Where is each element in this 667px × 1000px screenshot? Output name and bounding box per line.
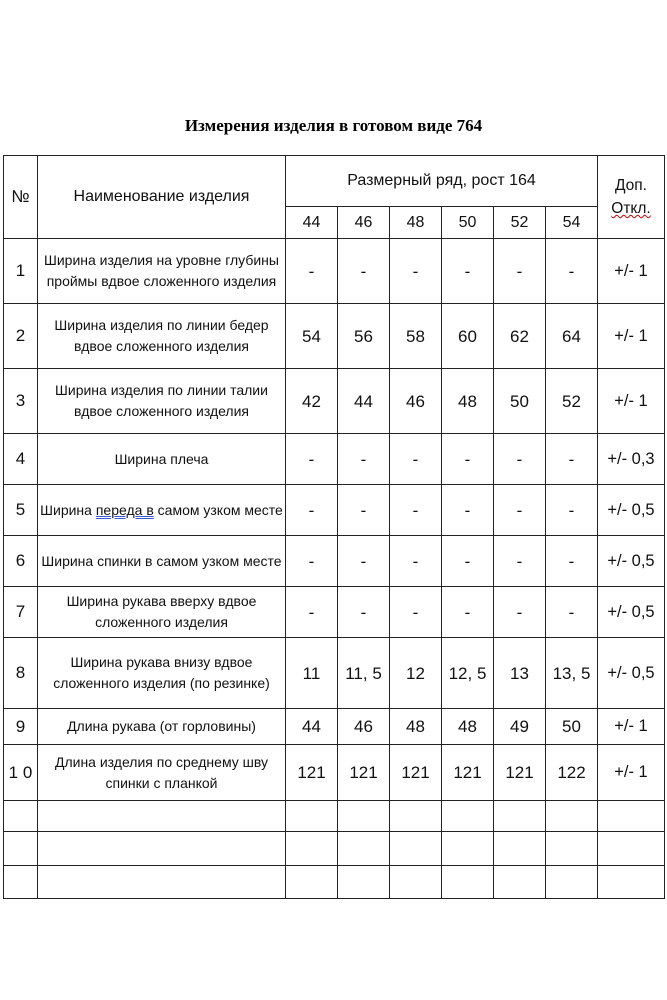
empty-cell — [442, 866, 494, 899]
row-number: 5 — [4, 485, 38, 536]
size-value: - — [546, 434, 598, 485]
size-value: 121 — [494, 745, 546, 801]
tolerance-value: +/- 0,5 — [598, 638, 665, 709]
size-value: 56 — [338, 304, 390, 369]
empty-cell — [390, 866, 442, 899]
item-name: Ширина изделия на уровне глубины проймы вдвое сложенного изделия — [38, 239, 286, 304]
tolerance-value: +/- 1 — [598, 745, 665, 801]
size-value: 121 — [442, 745, 494, 801]
size-value: - — [390, 239, 442, 304]
empty-cell — [546, 866, 598, 899]
item-name: Ширина спинки в самом узком месте — [38, 536, 286, 587]
size-value: - — [494, 239, 546, 304]
size-value: - — [546, 239, 598, 304]
tolerance-value: +/- 0,3 — [598, 434, 665, 485]
item-name: Ширина изделия по линии бедер вдвое сложенного изделия — [38, 304, 286, 369]
empty-cell — [494, 801, 546, 832]
size-value: - — [442, 434, 494, 485]
size-value: 48 — [442, 369, 494, 434]
item-name-part: самом узком месте — [153, 501, 283, 518]
size-value: 49 — [494, 709, 546, 745]
item-name-part: переда в — [95, 501, 154, 518]
size-value: 54 — [286, 304, 338, 369]
size-value: - — [338, 485, 390, 536]
size-value: - — [338, 536, 390, 587]
size-value: 121 — [338, 745, 390, 801]
size-header: 44 — [286, 207, 338, 239]
row-number: 2 — [4, 304, 38, 369]
empty-cell — [546, 801, 598, 832]
size-value: 121 — [390, 745, 442, 801]
size-value: - — [338, 434, 390, 485]
size-value: - — [390, 587, 442, 638]
empty-cell — [598, 801, 665, 832]
size-value: 13 — [494, 638, 546, 709]
header-item-name: Наименование изделия — [38, 156, 286, 239]
size-value: 11 — [286, 638, 338, 709]
document-title: Измерения изделия в готовом виде 764 — [184, 116, 483, 135]
size-value: 48 — [390, 709, 442, 745]
size-value: 50 — [494, 369, 546, 434]
row-number: 3 — [4, 369, 38, 434]
row-number: 1 0 — [4, 745, 38, 801]
header-size-range: Размерный ряд, рост 164 — [286, 156, 598, 207]
header-tolerance-line2: Откл. — [611, 200, 651, 217]
size-value: - — [286, 536, 338, 587]
tolerance-value: +/- 0,5 — [598, 485, 665, 536]
size-value: 48 — [442, 709, 494, 745]
size-value: 12, 5 — [442, 638, 494, 709]
size-value: - — [442, 239, 494, 304]
empty-cell — [494, 832, 546, 866]
header-row — [4, 156, 665, 207]
table-row — [4, 709, 665, 745]
empty-cell — [286, 801, 338, 832]
size-value: 46 — [390, 369, 442, 434]
size-value: - — [494, 485, 546, 536]
empty-cell — [38, 866, 286, 899]
size-value: 62 — [494, 304, 546, 369]
tolerance-value: +/- 1 — [598, 709, 665, 745]
empty-cell — [546, 832, 598, 866]
row-number: 9 — [4, 709, 38, 745]
row-number: 4 — [4, 434, 38, 485]
size-value: - — [442, 485, 494, 536]
size-value: - — [390, 536, 442, 587]
size-header: 48 — [390, 207, 442, 239]
item-name: Ширина рукава внизу вдвое сложенного изделия (по резинке) — [38, 638, 286, 709]
header-number: № — [4, 156, 38, 239]
table-row — [4, 745, 665, 801]
empty-cell — [38, 801, 286, 832]
size-value: 12 — [390, 638, 442, 709]
header-tolerance-line1: Доп. — [615, 177, 647, 194]
size-value: - — [338, 239, 390, 304]
item-name-part: Ширина — [40, 501, 96, 518]
table-row — [4, 485, 665, 536]
empty-cell — [390, 801, 442, 832]
size-value: - — [338, 587, 390, 638]
table-row — [4, 638, 665, 709]
size-value: - — [494, 587, 546, 638]
table-row — [4, 369, 665, 434]
size-value: 52 — [546, 369, 598, 434]
size-value: 60 — [442, 304, 494, 369]
table-row — [4, 239, 665, 304]
row-number: 1 — [4, 239, 38, 304]
item-name: Ширина рукава вверху вдвое сложенного изделия — [38, 587, 286, 638]
item-name: Ширина плеча — [38, 434, 286, 485]
empty-row — [4, 866, 665, 899]
empty-cell — [338, 801, 390, 832]
size-value: 121 — [286, 745, 338, 801]
measurements-table — [3, 155, 665, 899]
empty-row — [4, 801, 665, 832]
tolerance-value: +/- 1 — [598, 369, 665, 434]
item-name: Ширина изделия по линии талии вдвое сложенного изделия — [38, 369, 286, 434]
empty-cell — [4, 866, 38, 899]
tolerance-value: +/- 1 — [598, 304, 665, 369]
item-name — [38, 485, 286, 536]
empty-row — [4, 832, 665, 866]
size-header: 52 — [494, 207, 546, 239]
size-value: 13, 5 — [546, 638, 598, 709]
empty-cell — [390, 832, 442, 866]
size-value: 44 — [286, 709, 338, 745]
size-header: 46 — [338, 207, 390, 239]
row-number: 6 — [4, 536, 38, 587]
tolerance-value: +/- 1 — [598, 239, 665, 304]
size-value: - — [494, 536, 546, 587]
header-tolerance — [598, 156, 665, 239]
size-value: - — [546, 587, 598, 638]
item-name: Длина рукава (от горловины) — [38, 709, 286, 745]
size-value: - — [442, 587, 494, 638]
size-value: 50 — [546, 709, 598, 745]
size-value: 58 — [390, 304, 442, 369]
size-value: - — [390, 485, 442, 536]
tolerance-value: +/- 0,5 — [598, 536, 665, 587]
size-value: 46 — [338, 709, 390, 745]
size-value: - — [286, 434, 338, 485]
empty-cell — [494, 866, 546, 899]
row-number: 8 — [4, 638, 38, 709]
empty-cell — [338, 832, 390, 866]
table-row — [4, 536, 665, 587]
size-value: - — [286, 587, 338, 638]
table-row — [4, 434, 665, 485]
size-value: 11, 5 — [338, 638, 390, 709]
size-value: - — [286, 239, 338, 304]
size-value: - — [494, 434, 546, 485]
size-value: - — [546, 536, 598, 587]
table-row — [4, 587, 665, 638]
empty-cell — [286, 832, 338, 866]
size-value: - — [546, 485, 598, 536]
tolerance-value: +/- 0,5 — [598, 587, 665, 638]
size-header: 54 — [546, 207, 598, 239]
size-value: - — [442, 536, 494, 587]
empty-cell — [598, 832, 665, 866]
empty-cell — [442, 801, 494, 832]
empty-cell — [338, 866, 390, 899]
table-row — [4, 304, 665, 369]
size-header: 50 — [442, 207, 494, 239]
size-value: 42 — [286, 369, 338, 434]
size-value: 44 — [338, 369, 390, 434]
row-number: 7 — [4, 587, 38, 638]
empty-cell — [598, 866, 665, 899]
empty-cell — [38, 832, 286, 866]
empty-cell — [442, 832, 494, 866]
size-value: - — [286, 485, 338, 536]
size-value: 64 — [546, 304, 598, 369]
size-value: - — [390, 434, 442, 485]
empty-cell — [4, 801, 38, 832]
item-name: Длина изделия по среднему шву спинки с планкой — [38, 745, 286, 801]
empty-cell — [286, 866, 338, 899]
size-value: 122 — [546, 745, 598, 801]
empty-cell — [4, 832, 38, 866]
